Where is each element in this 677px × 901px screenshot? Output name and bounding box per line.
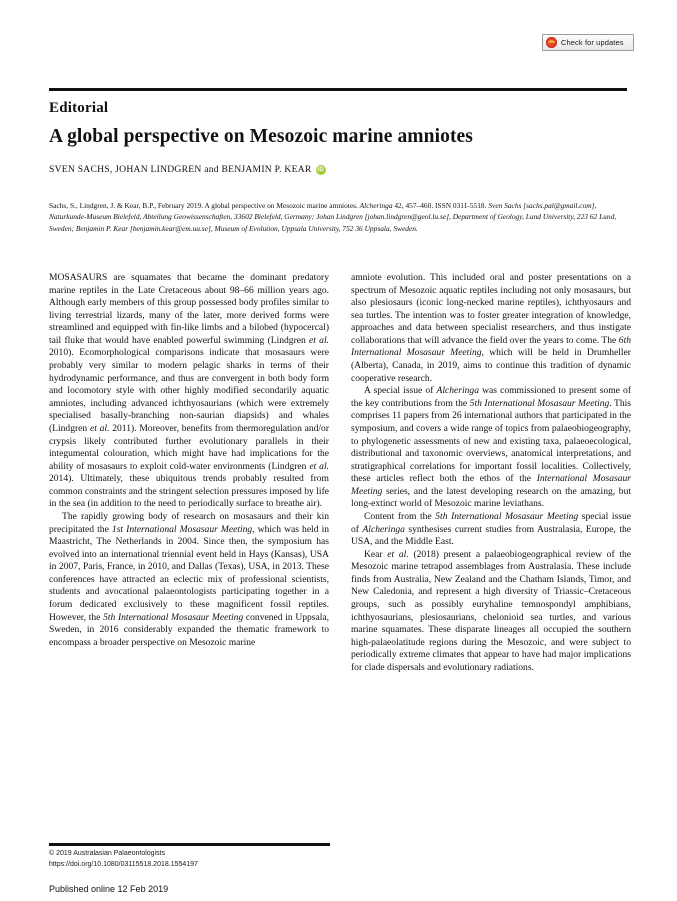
text-run-italic: 1st International Mosasaur Meeting xyxy=(111,523,253,535)
author-names: SVEN SACHS, JOHAN LINDGREN and BENJAMIN P. KEAR xyxy=(49,164,312,176)
text-run: series, and the latest developing research on the amazing, but long-extinct world of Mesozoic marine leviathans. xyxy=(351,485,631,510)
title-block xyxy=(49,100,629,175)
text-run-italic: Alcheringa xyxy=(362,523,405,535)
paragraph xyxy=(351,385,631,511)
text-run: A special issue of xyxy=(364,385,437,397)
text-run: synthesises current studies from Australasia, Europe, the USA, and the Middle East. xyxy=(351,523,631,548)
citation-reference: Sachs, S., Lindgren, J. & Kear, B.P., February 2019. A global perspective on Mesozoic marine amniotes. xyxy=(49,201,360,210)
text-run: 2010). Ecomorphological comparisons indicate that mosasaurs were probably very similar to modern pelagic sharks in terms of their hydrodynamic performance, and thus are convergent in both body form and locomotory style with other highly modified secondarily aquatic amniotes, including advanced ichthyosaurians (which were extremely specialised basally-branching non-saurian diapsids) and whales (Lindgren xyxy=(49,347,329,434)
article-type-kicker: Editorial xyxy=(49,100,109,116)
text-run: was commissioned to present some of the key contributions from the xyxy=(351,385,631,409)
text-run: , which will be held in Drumheller (Alberta), Canada, in 2019, aims to continue this tradition of dynamic cooperative research. xyxy=(351,347,631,384)
text-run-italic: Alcheringa xyxy=(436,385,479,397)
crossmark-icon xyxy=(546,37,557,48)
text-run-italic: et al. xyxy=(309,460,329,472)
text-run-italic: 5th International Mosasaur Meeting xyxy=(435,510,579,522)
footer-metadata xyxy=(49,849,349,871)
text-run: MOSASAURS are squamates that became the dominant predatory marine reptiles in the Late Cretaceous about 98–66 million years ago. Although early members of this group possessed body profiles similar to living terrestrial lizards, many of the later, more derived forms were streamlined and equipped with fin-like limbs and a bilobed (hypocercal) tail fluke that would have enabled powerful swimming (Lindgren xyxy=(49,272,329,346)
text-run-italic: et al. xyxy=(309,334,329,346)
published-date: Published online 12 Feb 2019 xyxy=(49,884,169,894)
text-run-italic: 6th International Mosasaur Meeting xyxy=(351,334,631,359)
check-for-updates-label: Check for updates xyxy=(561,38,624,47)
paragraph xyxy=(351,549,631,675)
text-run-italic: 5th International Mosasaur Meeting xyxy=(469,397,610,409)
text-run: (2018) present a palaeobiogeographical review of the Mesozoic marine tetrapod assemblages from Australasia. These include finds from Australia, New Zealand and the Chatham Islands, Timor, and New Caledonia, and represent a high diversity of Triassic–Cretaceous groups, such as possibly euryhaline temnospondyl amphibians, ichthyosaurians, plesiosaurians, chelonioid sea turtles, and various marine squamates. These disparate lineages all occupied the southern high-palaeolatitude regions during the Mesozoic, and were subject to periodically extreme climates that appear to have had major implications for clade dispersals and evolutionary radiations. xyxy=(351,548,632,673)
footer-divider xyxy=(49,843,330,846)
text-run: 2014). Ultimately, these ubiquitous trends probably resulted from common constraints and the stringent selection pressures imposed by life in the sea (in addition to the need to periodically surface to breathe air). xyxy=(49,473,329,510)
paragraph xyxy=(49,511,329,649)
text-run-italic: International Mosasaur Meeting xyxy=(351,473,631,497)
citation-journal: Alcheringa xyxy=(359,201,393,210)
check-for-updates-badge[interactable] xyxy=(542,34,634,51)
text-run: convened in Uppsala, Sweden, in 2016 considerably expanded the thematic framework to encompass a broader perspective on Mesozoic marine xyxy=(49,611,329,648)
author-affiliations: Sven Sachs [sachs.pal@gmail.com], Naturkunde-Museum Bielefeld, Abteilung Geowissenschaften, 33602 Bielefeld, Germany; Johan Lindgren [johan.lindgren@geol.lu.se], Department of Geology, Lund University, 223 62 Lund, Sweden; Benjamin P. Kear [benjamin.kear@em.uu.se], Museum of Evolution, Uppsala University, 752 36 Uppsala, Sweden. xyxy=(49,201,617,233)
copyright-notice: © 2019 Australasian Palaeontologists xyxy=(49,850,166,857)
body-column-left xyxy=(49,272,329,832)
orcid-id-icon[interactable] xyxy=(316,165,326,175)
header-divider xyxy=(49,88,627,91)
doi-link[interactable]: https://doi.org/10.1080/03115518.2018.1554197 xyxy=(49,860,198,868)
text-run: amniote evolution. This included oral and poster presentations on a spectrum of Mesozoic aquatic reptiles including not only mosasaurs, but also plesiosaurs (iconic long-necked marine reptiles), ichthyosaurs and sea turtles. The intention was to foster greater integration of knowledge, approaches and data between specialist researchers, and thus instigate collaborations that will advance the field over the years to come. The xyxy=(351,272,631,346)
paragraph xyxy=(351,511,631,549)
citation-block xyxy=(49,200,629,234)
text-run: , which was held in Maastricht, The Netherlands in 2004. Since then, the symposium has evolved into an international triennial event held in Hays (Kansas), USA in 2007, Paris, France, in 2010, and Dallas (Texas), USA, in 2013. These conferences have attracted an eclectic mix of professional scientists, students and avocational palaeontologists participating together in a forum dedicated exclusively to these magnificent fossil reptiles. However, the xyxy=(49,523,330,623)
text-run-italic: et al. xyxy=(89,422,110,434)
author-list xyxy=(49,164,629,175)
text-run: Kear xyxy=(364,548,388,560)
body-column-right xyxy=(351,272,631,832)
text-run: 2011). Moreover, benefits from thermoregulation and/or crypsis likely contributed further evolutionary parallels in their integumental colouration, which might have had implications for the ability of mosasaurs to exploit cold-water environments (Lindgren xyxy=(49,422,330,472)
citation-reference-tail: 42, 457–460. ISSN 0311-5518. xyxy=(392,201,487,210)
paragraph xyxy=(49,272,329,511)
text-run: . This comprises 11 papers from 26 international authors that participated in the symposium, and covers a wide range of topics from palaeobiogeography, to phylogenetic assessments of new and existing taxa, palaeoecological, distributional and taxonomic overviews, anatomical interpretations, and stratigraphical correlations for important fossil localities. Collectively, these articles reflect both the ethos of the xyxy=(351,397,632,485)
article-body xyxy=(49,272,631,832)
text-run: special issue of xyxy=(351,510,631,535)
page-title: A global perspective on Mesozoic marine amniotes xyxy=(49,126,473,147)
text-run: The rapidly growing body of research on mosasaurs and their kin precipitated the xyxy=(49,510,329,535)
text-run-italic: et al. xyxy=(387,548,409,560)
paragraph xyxy=(351,272,631,385)
text-run-italic: 5th International Mosasaur Meeting xyxy=(103,611,244,623)
text-run: Content from the xyxy=(364,510,436,522)
